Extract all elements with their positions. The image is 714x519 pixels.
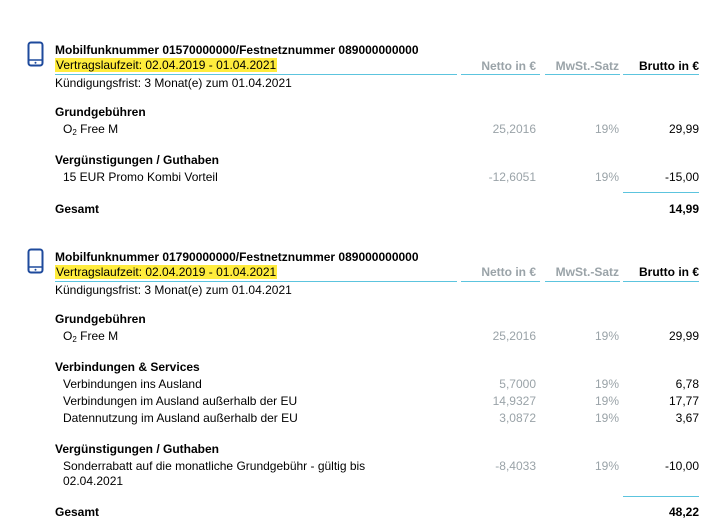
line-item-brutto: 29,99	[668, 329, 699, 343]
section-title: Verbindungen & Services	[55, 360, 200, 374]
line-item-brutto: 17,77	[668, 394, 699, 408]
line-item-brutto: -10,00	[664, 459, 699, 473]
column-rule-netto	[461, 74, 540, 75]
column-rule-vat	[545, 74, 620, 75]
column-rule-vat	[545, 281, 620, 282]
line-item-description: $O_2$ Free M	[63, 122, 119, 137]
line-item-brutto: 29,99	[668, 122, 699, 136]
line-item-vat: 19%	[594, 459, 619, 473]
column-rule-netto	[461, 281, 540, 282]
contract-term: Vertragslaufzeit: 02.04.2019 - 01.04.2021	[56, 265, 277, 279]
section-title: Vergünstigungen / Guthaben	[55, 153, 220, 167]
line-item-netto: 5,7000	[499, 377, 536, 391]
notice-period: Kündigungsfrist: 3 Monat(e) zum 01.04.2021	[55, 76, 292, 90]
line-item-description: Datennutzung im Ausland außerhalb der EU	[63, 411, 298, 425]
line-item-brutto: 6,78	[675, 377, 699, 391]
line-item-netto: -8,4033	[495, 459, 536, 473]
column-header-vat: MwSt.-Satz	[555, 59, 619, 73]
column-rule-brutto	[623, 281, 699, 282]
line-item-description: Sonderrabatt auf die monatliche Grundgebühr - gültig bis 02.04.2021	[63, 459, 366, 488]
mobile-phone-icon	[27, 41, 44, 67]
line-item-vat: 19%	[594, 170, 619, 184]
section-title: Vergünstigungen / Guthaben	[55, 442, 220, 456]
phone-number-line: Mobilfunknummer 01790000000/Festnetznummer 089000000000	[55, 250, 419, 264]
line-item-netto: 25,2016	[492, 122, 536, 136]
header-rule	[55, 74, 457, 75]
total-rule	[623, 496, 699, 497]
section-title: Grundgebühren	[55, 312, 146, 326]
total-label: Gesamt	[55, 202, 100, 216]
total-label: Gesamt	[55, 505, 100, 519]
line-item-description: Verbindungen im Ausland außerhalb der EU	[63, 394, 298, 408]
mobile-phone-icon	[27, 248, 44, 274]
line-item-brutto: -15,00	[664, 170, 699, 184]
line-item-netto: 25,2016	[492, 329, 536, 343]
total-value: 14,99	[668, 202, 699, 216]
line-item-vat: 19%	[594, 377, 619, 391]
line-item-vat: 19%	[594, 122, 619, 136]
line-item-brutto: 3,67	[675, 411, 699, 425]
line-item-netto: 14,9327	[492, 394, 536, 408]
line-item-vat: 19%	[594, 411, 619, 425]
phone-number-line: Mobilfunknummer 01570000000/Festnetznummer 089000000000	[55, 43, 419, 57]
line-item-description: $O_2$ Free M	[63, 329, 119, 344]
line-item-vat: 19%	[594, 394, 619, 408]
total-value: 48,22	[668, 505, 699, 519]
column-rule-brutto	[623, 74, 699, 75]
line-item-description: Verbindungen ins Ausland	[63, 377, 202, 391]
notice-period: Kündigungsfrist: 3 Monat(e) zum 01.04.2021	[55, 283, 292, 297]
line-item-netto: -12,6051	[488, 170, 536, 184]
column-header-brutto: Brutto in €	[639, 59, 699, 73]
column-header-vat: MwSt.-Satz	[555, 265, 619, 279]
total-rule	[623, 192, 699, 193]
contract-term: Vertragslaufzeit: 02.04.2019 - 01.04.2021	[56, 58, 277, 72]
line-item-vat: 19%	[594, 329, 619, 343]
column-header-netto: Netto in €	[481, 265, 536, 279]
line-item-netto: 3,0872	[499, 411, 536, 425]
header-rule	[55, 281, 457, 282]
line-item-description: 15 EUR Promo Kombi Vorteil	[63, 170, 218, 184]
column-header-brutto: Brutto in €	[639, 265, 699, 279]
section-title: Grundgebühren	[55, 105, 146, 119]
column-header-netto: Netto in €	[481, 59, 536, 73]
